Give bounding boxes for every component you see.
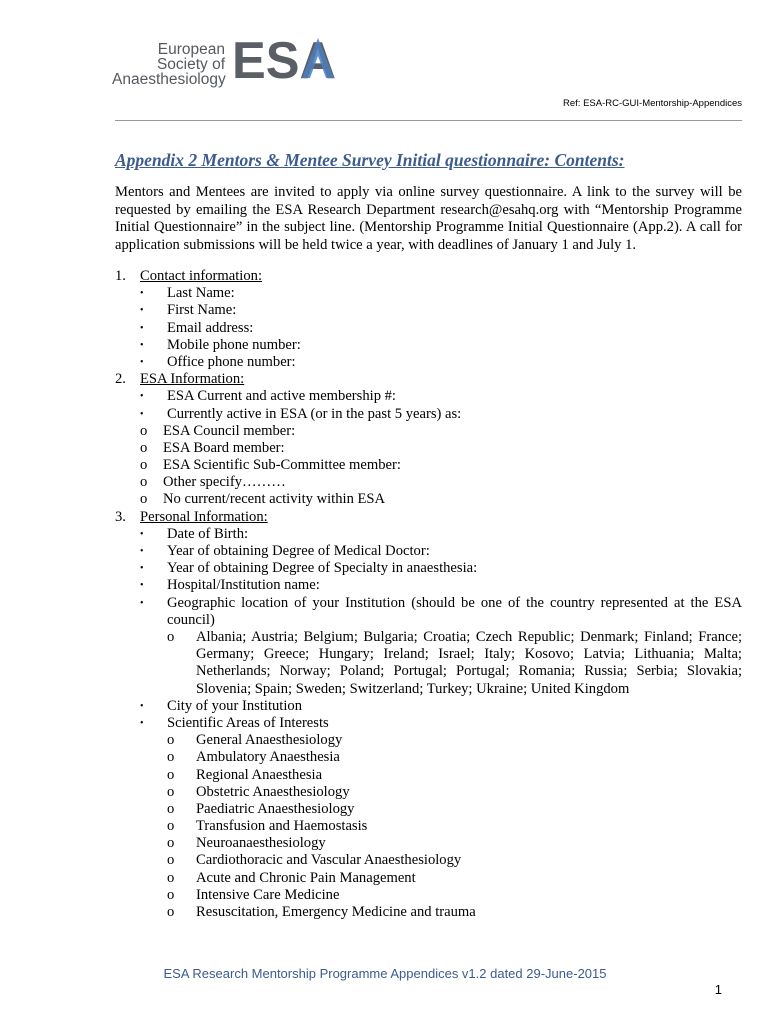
interest-item: o Acute and Chronic Pain Management: [167, 869, 416, 886]
sub-item: o ESA Council member:: [140, 422, 296, 439]
list-item: • Geographic location of your Institution (should be one of the country represented at the ESA council): [140, 594, 742, 628]
section-title: Contact information:: [140, 268, 262, 284]
bullet-icon: •: [140, 356, 144, 368]
bullet-icon: •: [140, 546, 144, 557]
interest-item: o Cardiothoracic and Vascular Anaesthesiology: [167, 852, 462, 869]
list-item: • Mobile phone number:: [140, 336, 301, 353]
sub-item: o Other specify………: [140, 474, 286, 491]
hollow-bullet-icon: o: [167, 783, 175, 800]
hollow-bullet-icon: o: [167, 852, 175, 869]
interest-item: o Ambulatory Anaesthesia: [167, 749, 340, 766]
page-footer: ESA Research Mentorship Programme Appendices v1.2 dated 29-June-2015: [163, 966, 607, 981]
esa-logo-mark: ESA: [232, 36, 336, 84]
hollow-bullet-icon: o: [140, 491, 148, 508]
hollow-bullet-icon: o: [167, 869, 175, 886]
hollow-bullet-icon: o: [140, 457, 148, 474]
section-heading: 2. ESA Information:: [115, 371, 245, 388]
hollow-bullet-icon: o: [140, 422, 148, 439]
section-heading: 1. Contact information:: [115, 268, 262, 284]
bullet-icon: •: [140, 700, 144, 712]
bullet-icon: •: [140, 717, 144, 729]
hollow-bullet-icon: o: [167, 818, 175, 835]
list-item: • Email address:: [140, 319, 254, 336]
sub-item: o ESA Scientific Sub-Committee member:: [140, 457, 401, 474]
interest-item: o Paediatric Anaesthesiology: [167, 800, 355, 817]
hollow-bullet-icon: o: [167, 904, 175, 921]
list-item: • Currently active in ESA (or in the past 5 years) as:: [140, 405, 462, 422]
hollow-bullet-icon: o: [167, 766, 175, 783]
country-list: o Albania; Austria; Belgium; Bulgaria; Croatia; Czech Republic; Denmark; Finland; France; Germany; Greece; Hungary; Ireland; Israel; Italy; Kosovo; Latvia; Lithuania; Malta; Netherlands; Norway; Poland; Portugal; Portugal; Romania; Russia; Serbia; Slovakia; Slovenia; Spain; Sweden; Switzerland; Turkey; Ukraine; United Kingdom: [167, 628, 742, 697]
sub-item: o No current/recent activity within ESA: [140, 491, 386, 508]
interest-item: o Resuscitation, Emergency Medicine and trauma: [167, 904, 476, 921]
bullet-icon: •: [140, 305, 144, 317]
hollow-bullet-icon: o: [167, 732, 175, 749]
bullet-icon: •: [140, 408, 144, 420]
intro-paragraph: Mentors and Mentees are invited to apply via online survey questionnaire. A link to the survey will be requested by emailing the ESA Research Department research@esahq.org with “Mentorship Programme Initial Questionnaire” in the subject line. (Mentorship Programme Initial Questionnaire (App.2). A call for application submissions will be held twice a year, with deadlines of January 1 and July 1.: [115, 184, 742, 253]
section-heading: 3. Personal Information:: [115, 508, 268, 525]
hollow-bullet-icon: o: [167, 628, 175, 645]
sub-item: o ESA Board member:: [140, 439, 285, 456]
page-number: 1: [714, 982, 722, 997]
hollow-bullet-icon: o: [167, 800, 175, 817]
hollow-bullet-icon: o: [167, 886, 175, 903]
logo-line-2: Society of: [156, 56, 225, 73]
interest-item: o Intensive Care Medicine: [167, 886, 340, 903]
interest-item: o General Anaesthesiology: [167, 732, 343, 749]
list-item: • First Name:: [140, 302, 237, 319]
list-item: • ESA Current and active membership #:: [140, 388, 396, 405]
logo-text: [112, 42, 225, 87]
header-rule: [115, 120, 742, 121]
list-item: • Scientific Areas of Interests: [140, 714, 329, 731]
list-item: • Last Name:: [140, 285, 235, 302]
list-item: • Hospital/Institution name:: [140, 577, 320, 594]
list-item: • Year of obtaining Degree of Specialty in anaesthesia:: [140, 560, 478, 577]
interest-item: o Regional Anaesthesia: [167, 766, 323, 783]
bullet-icon: •: [140, 597, 144, 609]
bullet-icon: •: [140, 563, 144, 575]
reference-code: Ref: ESA-RC-GUI-Mentorship-Appendices: [563, 98, 742, 109]
bullet-icon: •: [140, 288, 144, 300]
section-title: ESA Information:: [140, 371, 245, 388]
list-item: • Office phone number:: [140, 353, 296, 370]
document-title: Appendix 2 Mentors & Mentee Survey Initial questionnaire: Contents:: [115, 150, 625, 170]
bullet-icon: •: [140, 528, 144, 540]
hollow-bullet-icon: o: [140, 474, 148, 491]
esa-logo: [232, 36, 342, 84]
hollow-bullet-icon: o: [140, 439, 148, 456]
logo-line-3: Anaesthesiology: [112, 71, 226, 88]
bullet-icon: •: [140, 322, 144, 334]
logo-line-1: European: [157, 41, 225, 58]
list-item: • City of your Institution: [140, 697, 302, 714]
hollow-bullet-icon: o: [167, 749, 175, 766]
bullet-icon: •: [140, 580, 144, 592]
interest-item: o Transfusion and Haemostasis: [167, 818, 368, 835]
list-item: • Year of obtaining Degree of Medical Doctor:: [140, 543, 430, 559]
questionnaire-list: [115, 268, 742, 921]
hollow-bullet-icon: o: [167, 835, 175, 852]
interest-item: o Neuroanaesthesiology: [167, 835, 326, 852]
bullet-icon: •: [140, 339, 144, 351]
interest-item: o Obstetric Anaesthesiology: [167, 783, 350, 800]
list-item: • Date of Birth:: [140, 525, 249, 542]
section-title: Personal Information:: [140, 508, 268, 525]
bullet-icon: •: [140, 391, 144, 403]
